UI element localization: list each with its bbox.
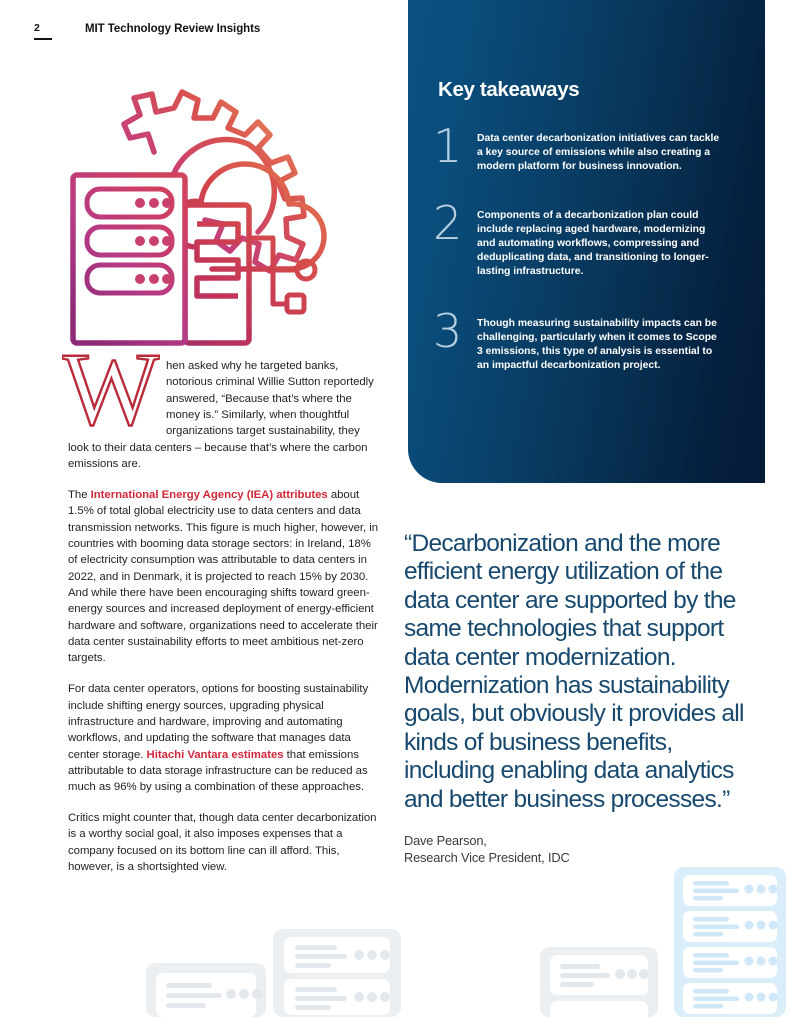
link-iea[interactable]: International Energy Agency (IEA) attributes: [90, 488, 328, 501]
link-hitachi-vantara[interactable]: Hitachi Vantara estimates: [146, 748, 284, 761]
decorative-server-card: [146, 955, 266, 1020]
decorative-server-card: [540, 947, 658, 1020]
pull-quote-text: “Decarbonization and the more efficient energy utilization of the data center are supported by the same technologies that support data center modernization. Modernization has sustainability goals, but obviously it provides all kinds of business benefits, including enabling data analytics and better business processes.”: [404, 530, 744, 813]
publication-title: MIT Technology Review Insights: [85, 23, 261, 35]
pull-quote-attribution: [404, 833, 754, 866]
paragraph-critics: [68, 810, 380, 875]
article-body: [62, 352, 380, 890]
paragraph-intro: [62, 352, 380, 472]
pull-quote-block: [404, 530, 754, 866]
key-takeaways-title: Key takeaways: [438, 78, 580, 101]
paragraph-operators: [68, 681, 380, 795]
svg-text:W: W: [62, 352, 155, 432]
takeaway-text: Though measuring sustainability impacts can be challenging, particularly when it comes to Scope 3 emissions, this type of analysis is essential to an impactful decarbonization project.: [477, 318, 717, 371]
attribution-role: Research Vice President, IDC: [404, 849, 570, 865]
server-box-back: [185, 205, 249, 343]
text-run: about 1.5% of total global electricity use to data centers and data transmission networks. This figure is much higher, however, in countries with booming data storage sectors: in Ireland, 18% of electricity consumption was attributable to data centers in 2022, and in Denmark, it is projected to reach 15% by 2030. And while there have been encouraging shifts toward green-energy sources and increased deployment of energy-efficient hardware and software, organizations need to accelerate their data center sustainability efforts to meet ambitious net-zero targets.: [68, 488, 379, 665]
takeaway-number: 1: [433, 119, 463, 173]
takeaway-item: [433, 196, 725, 279]
key-takeaways-panel: [408, 0, 765, 483]
paragraph-iea: [68, 487, 380, 667]
text-run: Critics might counter that, though data center decarbonization is a worthy social goal, it also imposes expenses that a company focused on its bottom line can ill afford. This, however, is a shortsighted view.: [68, 812, 377, 874]
drop-cap-W: [62, 352, 160, 432]
data-center-cloud-gear-illustration: [62, 72, 352, 362]
text-run: that emissions attributable to data storage infrastructure can be reduced as much as 96% by using a combination of these approaches.: [68, 748, 368, 794]
takeaway-text: Data center decarbonization initiatives can tackle a key source of emissions while also creating a modern platform for business innovation.: [477, 133, 720, 172]
takeaway-number: 3: [433, 304, 463, 358]
takeaway-item: [433, 304, 725, 373]
attribution-name: Dave Pearson,: [404, 833, 487, 849]
takeaway-number: 2: [433, 196, 463, 250]
decorative-server-rack-blue: [674, 867, 786, 1020]
page-header: [34, 22, 260, 40]
text-run: For data center operators, options for boosting sustainability include shifting energy sources, upgrading physical infrastructure and hardware, improving and automating workflows, and updating the software that manages data center storage.: [68, 683, 369, 761]
takeaway-text: Components of a decarbonization plan could include replacing aged hardware, modernizing and automating workflows, compressing and deduplicating data, and transitioning to longer-lasting infrastructure.: [477, 210, 709, 277]
page-number: 2: [34, 22, 52, 40]
text-run: The: [68, 488, 91, 501]
takeaway-item: [433, 119, 725, 174]
decorative-server-rack: [273, 929, 401, 1020]
paragraph-intro-text: hen asked why he targeted banks, notorious criminal Willie Sutton reportedly answered, “Because that’s where the money is.” Similarly, when thoughtful organizations target sustainability, they look to their data centers – because that’s where the carbon emissions are.: [68, 360, 374, 471]
